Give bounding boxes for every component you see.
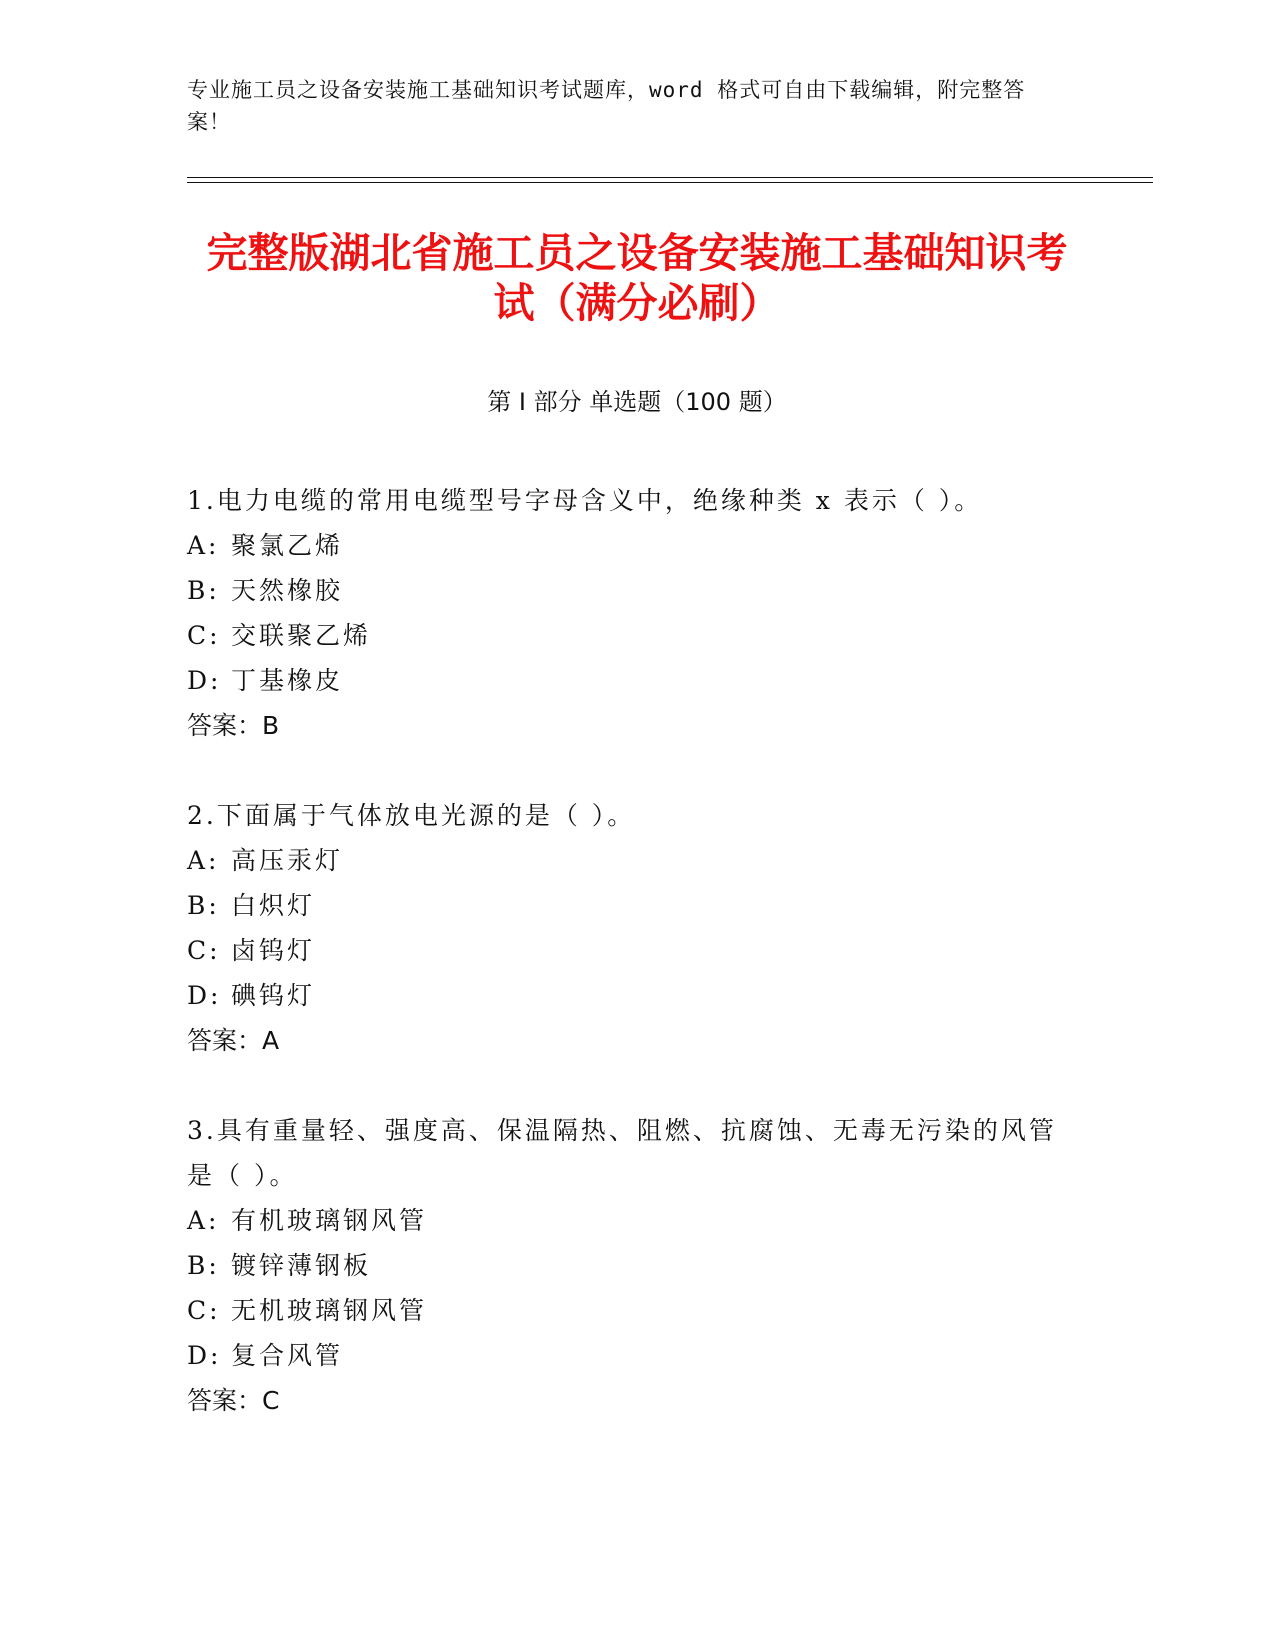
answer-line: 答案：B [187,711,280,740]
option-d [187,1333,1087,1378]
option-c [187,1288,1087,1333]
question-spacer [187,748,1087,793]
option-text: 卤钨灯 [231,936,316,965]
option-b [187,883,1087,928]
option-b [187,1243,1087,1288]
question-3 [187,1108,1087,1423]
question-stem: 3.具有重量轻、强度高、保温隔热、阻燃、抗腐蚀、无毒无污染的风管是（ ）。 [187,1116,1057,1190]
option-text: 无机玻璃钢风管 [231,1296,428,1325]
option-key: C: [187,1296,221,1325]
header-divider-top [187,177,1153,178]
option-key: D: [187,666,222,695]
option-a [187,838,1087,883]
question-stem: 1.电力电缆的常用电缆型号字母含义中，绝缘种类 x 表示（ ）。 [187,486,983,515]
option-text: 聚氯乙烯 [231,531,344,560]
option-text: 高压汞灯 [231,846,344,875]
option-text: 丁基橡皮 [231,666,344,695]
option-text: 复合风管 [231,1341,344,1370]
option-key: B: [187,576,220,605]
option-text: 有机玻璃钢风管 [231,1206,428,1235]
option-key: D: [187,981,222,1010]
question-spacer [187,1063,1087,1108]
question-list [187,478,1087,1423]
option-key: C: [187,621,221,650]
answer-line: 答案：C [187,1386,280,1415]
option-key: A: [187,531,220,560]
option-c [187,613,1087,658]
option-text: 交联聚乙烯 [231,621,372,650]
section-heading: 第 I 部分 单选题（100 题） [487,388,787,416]
option-key: B: [187,891,220,920]
question-2 [187,793,1087,1063]
option-b [187,568,1087,613]
question-1 [187,478,1087,748]
answer-line: 答案：A [187,1026,280,1055]
option-key: A: [187,1206,220,1235]
document-title: 完整版湖北省施工员之设备安装施工基础知识考试（满分必刷） [206,229,1068,327]
option-key: B: [187,1251,220,1280]
option-key: C: [187,936,221,965]
question-stem: 2.下面属于气体放电光源的是（ ）。 [187,801,636,830]
option-text: 天然橡胶 [231,576,344,605]
option-a [187,523,1087,568]
header-divider-bottom [187,182,1153,183]
header-note: 专业施工员之设备安装施工基础知识考试题库，word 格式可自由下载编辑，附完整答案！ [187,78,1026,134]
option-d [187,973,1087,1018]
option-a [187,1198,1087,1243]
option-text: 镀锌薄钢板 [231,1251,372,1280]
option-key: A: [187,846,220,875]
option-text: 碘钨灯 [231,981,316,1010]
option-d [187,658,1087,703]
option-key: D: [187,1341,222,1370]
option-text: 白炽灯 [231,891,316,920]
option-c [187,928,1087,973]
